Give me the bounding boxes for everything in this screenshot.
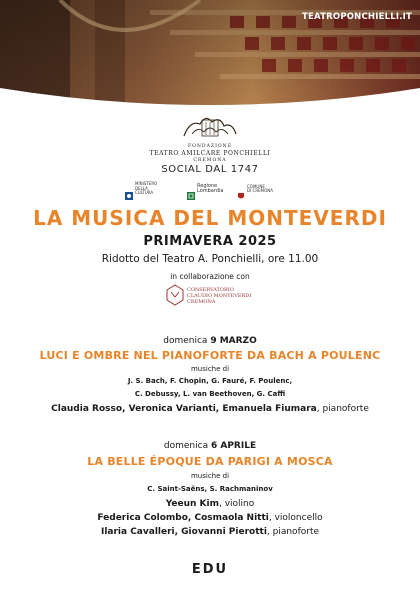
concert-1-performers: Claudia Rosso, Veronica Varianti, Emanuela Fiumara, pianoforte bbox=[51, 404, 369, 414]
concert-1-title: LUCI E OMBRE NEL PIANOFORTE DA BACH A POULENC bbox=[39, 349, 381, 362]
concert-1-date: domenica 9 MARZO bbox=[163, 336, 257, 346]
concert-2-date: domenica 6 APRILE bbox=[163, 441, 257, 451]
concert-2-performer-3: Ilaria Cavalleri, Giovanni Pierotti, pianoforte bbox=[100, 527, 320, 537]
partner-line1: CONSERVATORIO bbox=[187, 287, 234, 293]
foundation-name: TEATRO AMILCARE PONCHIELLI bbox=[149, 150, 271, 157]
ministero-emblem-icon bbox=[125, 185, 133, 193]
concert-1-composers-2: C. Debussy, L. van Beethoven, G. Caffi bbox=[134, 390, 286, 398]
concert-1-music-label: musiche di bbox=[190, 365, 230, 373]
website-url: TEATROPONCHIELLI.IT bbox=[302, 12, 412, 22]
partner-line2: CLAUDIO MONTEVERDI bbox=[187, 293, 252, 299]
concert-2-music-label: musiche di bbox=[190, 472, 230, 480]
comune-cremona-icon bbox=[237, 185, 245, 193]
concert-2-title: LA BELLE ÉPOQUE DA PARIGI A MOSCA bbox=[87, 455, 333, 468]
foundation-label: FONDAZIONE bbox=[187, 144, 233, 149]
partner-line3: CREMONA bbox=[187, 299, 216, 305]
regione-lombardia-icon bbox=[187, 185, 195, 193]
concert-2-performer-1: Yeeun Kim, violino bbox=[165, 499, 255, 509]
event-season: PRIMAVERA 2025 bbox=[143, 234, 277, 249]
conservatorio-logo bbox=[166, 284, 266, 308]
edu-logo: EDU bbox=[191, 562, 229, 577]
tagline: SOCIAL DAL 1747 bbox=[161, 164, 259, 175]
sponsor-comune: COMUNE DI CREMONA bbox=[237, 182, 273, 196]
sponsor-ministero: MINISTERO DELLA CULTURA bbox=[125, 182, 157, 196]
collaboration-label: in collaborazione con bbox=[170, 272, 250, 281]
foundation-city: CREMONA bbox=[193, 158, 227, 163]
conservatorio-emblem-icon bbox=[166, 284, 184, 306]
concert-2-performer-2: Federica Colombo, Cosmaola Nitti, violoncello bbox=[97, 513, 323, 523]
theatre-hero-image bbox=[0, 0, 420, 110]
sponsor-regione: Regione Lombardia bbox=[187, 182, 223, 196]
event-venue: Ridotto del Teatro A. Ponchielli, ore 11.00 bbox=[101, 253, 319, 265]
concert-2-composers: C. Saint-Saëns, S. Rachmaninov bbox=[147, 485, 273, 493]
concert-1-composers-1: J. S. Bach, F. Chopin, G. Fauré, F. Poulenc, bbox=[127, 377, 293, 385]
event-title: LA MUSICA DEL MONTEVERDI bbox=[33, 206, 387, 230]
sponsor-logos bbox=[125, 182, 295, 196]
teatro-ponchielli-logo bbox=[178, 112, 242, 142]
